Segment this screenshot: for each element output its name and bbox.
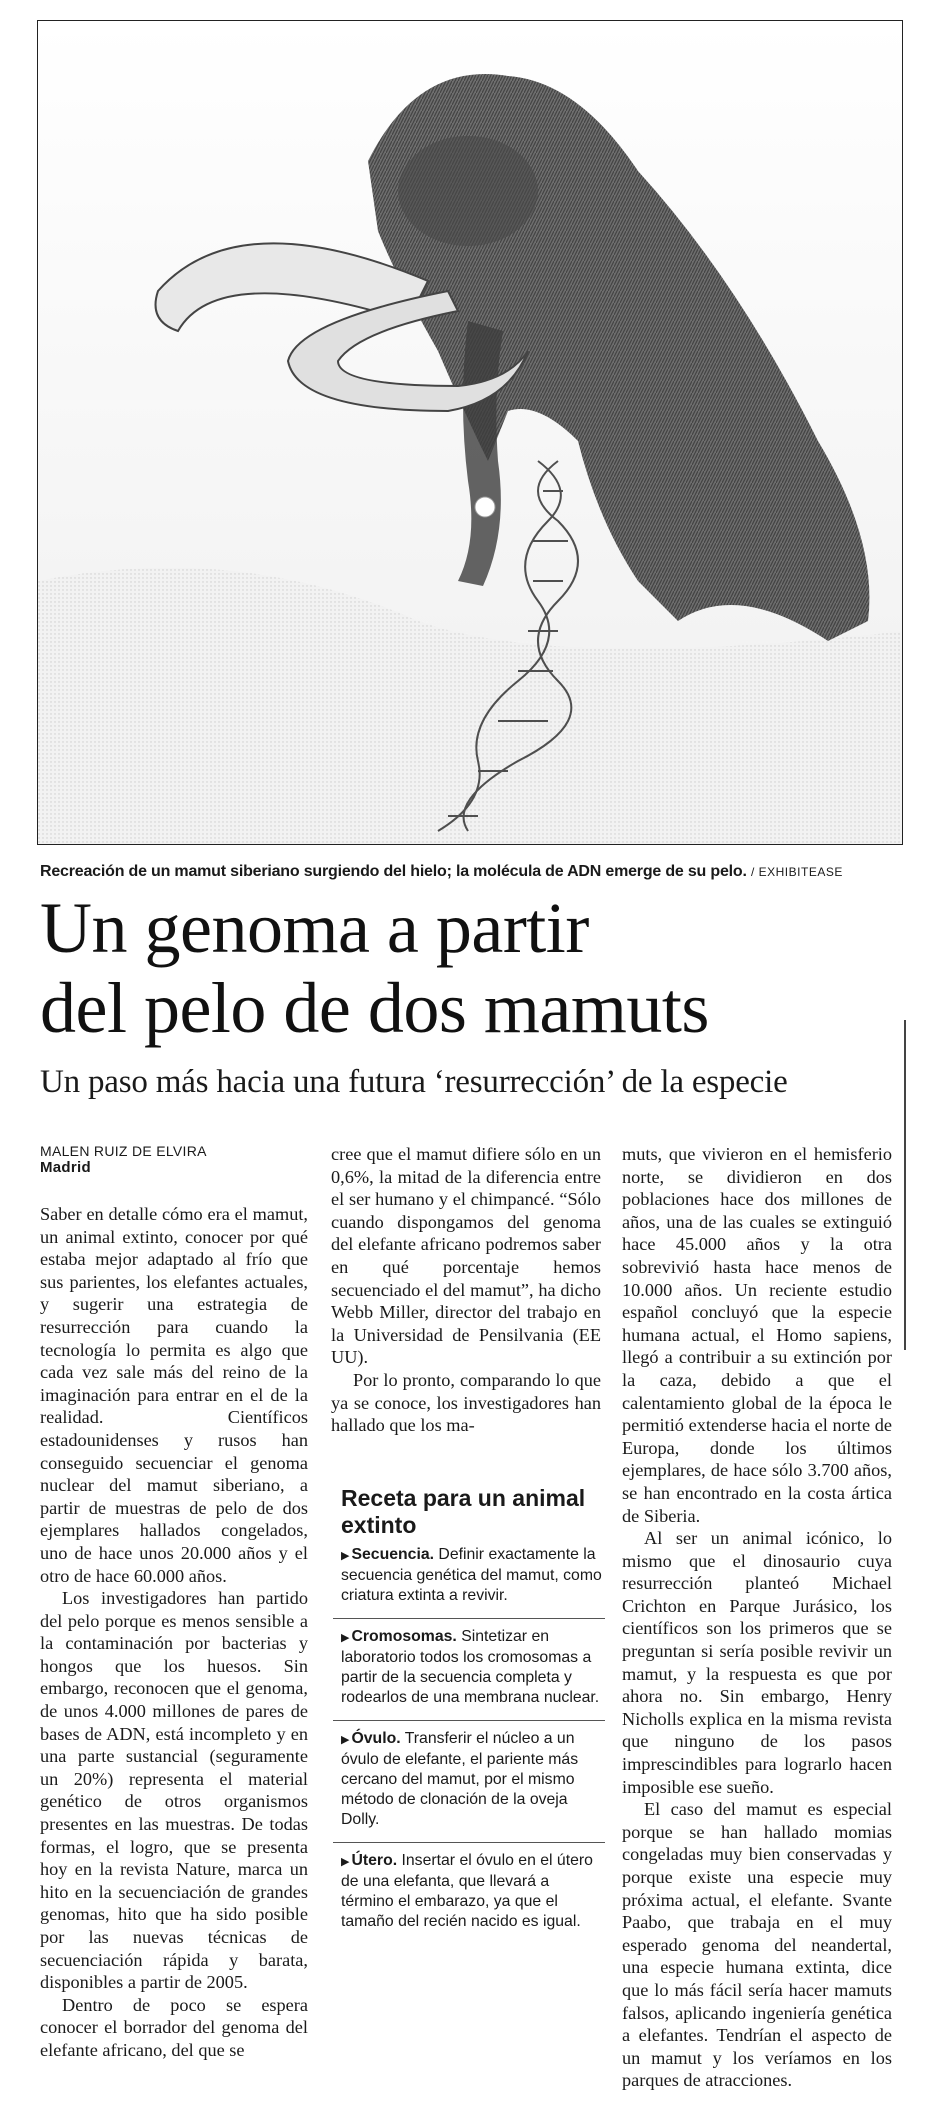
sidebar-term: Cromosomas. xyxy=(351,1628,457,1645)
triangle-bullet-icon: ▶ xyxy=(341,1632,350,1644)
paragraph: muts, que vivieron en el hemisferio norte, se dividieron en dos poblaciones hace dos millones de años, una de las cuales se extinguió hace 45.000 años y la otra sobrevivió hasta hace menos de 10.000 años. Un reciente estudio español concluyó que la especie humana actual, el Homo sapiens, llegó a contribuir a su extinción por la caza, debido a que el calentamiento global de la época le permitió extenderse hacia el norte de Europa, donde los últimos ejemplares, de hace sólo 3.700 años, se han encontrado en la costa ártica de Siberia. xyxy=(622,1144,892,1526)
mammoth-dna-illustration xyxy=(38,21,903,845)
paragraph: cree que el mamut difiere sólo en un 0,6%, la mitad de la diferencia entre el ser humano y el chimpancé. “Sólo cuando dispongamos del genoma del elefante africano podremos saber en qué porcentaje hemos secuenciado el del mamut”, ha dicho Webb Miller, director del trabajo en la Universidad de Pensilvania (EE UU). xyxy=(331,1144,601,1368)
sidebar-term: Óvulo. xyxy=(351,1730,401,1747)
subtitle: Un paso más hacia una futura ‘resurrección’ de la especie xyxy=(40,1064,788,1100)
byline xyxy=(40,1143,207,1176)
sidebar-item xyxy=(333,1543,605,1618)
paragraph: Dentro de poco se espera conocer el borrador del genoma del elefante africano, del que se xyxy=(40,1994,308,2060)
headline-line-1: Un genoma a partir xyxy=(40,888,589,968)
sidebar-term: Útero. xyxy=(351,1852,398,1869)
caption-text: Recreación de un mamut siberiano surgiendo del hielo; la molécula de ADN emerge de su pelo. xyxy=(40,863,747,880)
sidebar-text: Insertar el óvulo en el útero de una elefanta, que llevará a término el embarazo, ya que el tamaño del recién nacido es igual. xyxy=(341,1852,593,1930)
paragraph: Saber en detalle cómo era el mamut, un animal extinto, conocer por qué estaba mejor adaptado al frío que sus parientes, los elefantes actuales, y sugerir una estrategia de resurrección para cuando la tecnología lo permita es algo que cada vez sale más del reino de la imaginación para entrar en el de la realidad. Científicos estadounidenses y rusos han conseguido secuenciar el genoma nuclear del mamut siberiano, a partir de muestras de pelo de dos ejemplares hallados congelados, uno de hace unos 20.000 años y el otro de hace 60.000 años. xyxy=(40,1204,308,1586)
sidebar-title: Receta para un animal extinto xyxy=(341,1485,586,1538)
headline-line-2: del pelo de dos mamuts xyxy=(40,968,709,1048)
headline xyxy=(40,888,900,1048)
mammoth-photo xyxy=(37,20,903,845)
author: MALEN RUIZ DE ELVIRA xyxy=(40,1143,207,1159)
sidebar-item xyxy=(333,1842,605,1944)
column-2 xyxy=(331,1143,601,1437)
photo-caption xyxy=(40,863,920,881)
sidebar-box xyxy=(333,1485,605,1944)
paragraph: Por lo pronto, comparando lo que ya se conoce, los investigadores han hallado que los ma- xyxy=(331,1369,601,1436)
triangle-bullet-icon: ▶ xyxy=(341,1550,350,1562)
column-1 xyxy=(40,1203,308,2062)
sidebar-text: Sintetizar en laboratorio todos los cromosomas a partir de la secuencia completa y rodearlos de una membrana nuclear. xyxy=(341,1628,600,1706)
page-edge-mark xyxy=(904,1020,906,1350)
triangle-bullet-icon: ▶ xyxy=(341,1856,350,1868)
location: Madrid xyxy=(40,1159,91,1176)
sidebar-item xyxy=(333,1720,605,1842)
triangle-bullet-icon: ▶ xyxy=(341,1734,350,1746)
paragraph: Al ser un animal icónico, lo mismo que el dinosaurio cuya resurrección planteó Michael Crichton en Parque Jurásico, los científicos son los primeros que se preguntan si sería posible revivir un mamut, y la respuesta es que por ahora no. Sin embargo, Henry Nicholls explica en la misma revista que ninguno de los pasos imprescindibles para lograrlo hacen imposible ese sueño. xyxy=(622,1528,892,1797)
sidebar-term: Secuencia. xyxy=(351,1546,435,1563)
sidebar-text: Transferir el núcleo a un óvulo de elefante, el pariente más cercano del mamut, por el mismo método de clonación de la oveja Dolly. xyxy=(341,1730,579,1828)
photo-credit: / EXHIBITEASE xyxy=(750,865,843,879)
column-3 xyxy=(622,1143,892,2092)
sidebar-item xyxy=(333,1618,605,1720)
sidebar-text: Definir exactamente la secuencia genética del mamut, como criatura extinta a revivir. xyxy=(341,1546,602,1604)
paragraph: El caso del mamut es especial porque se han hallado momias congeladas muy bien conservadas y porque existe una especie muy próxima actual, el elefante. Svante Paabo, que trabaja en el muy esperado genoma del neandertal, una especie humana extinta, dice que lo más fácil sería hacer mamuts falsos, aplicando ingeniería genética a elefantes. Tendrían el aspecto de un mamut y los veríamos en los parques de atracciones. xyxy=(622,1799,892,2091)
paragraph: Los investigadores han partido del pelo porque es menos sensible a la contaminación por bacterias y hongos que los huesos. Sin embargo, reconocen que el genoma, de unos 4.000 millones de pares de bases de ADN, está incompleto y en una parte sustancial (seguramente un 20%) representa el material genético de otros organismos presentes en las muestras. De todas formas, el logro, que se presenta hoy en la revista Nature, marca un hito en la secuenciación de grandes genomas, hito que ha sido posible por las nuevas técnicas de secuenciación rápida y barata, disponibles a partir de 2005. xyxy=(40,1588,308,1993)
